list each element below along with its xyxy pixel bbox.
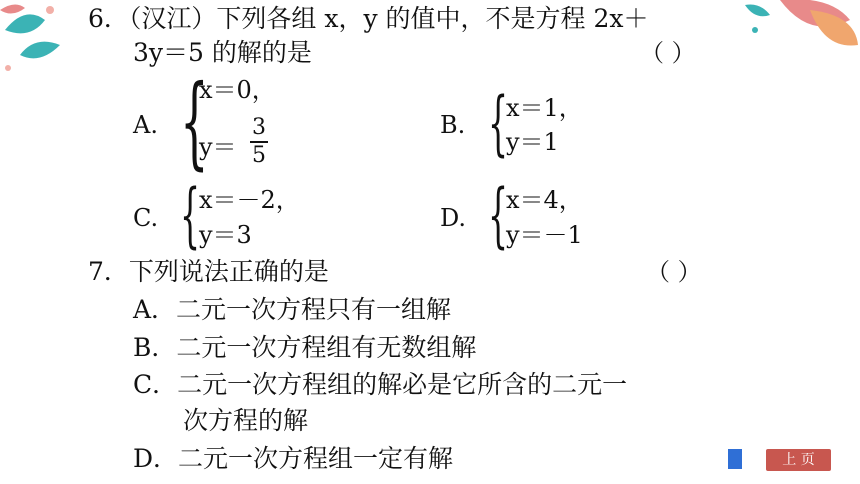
prev-page-button[interactable]: 上 页 (766, 449, 831, 471)
q6-option-b-eq1: x＝1， (506, 94, 583, 122)
q7-option-c-line2: 次方程的解 (183, 406, 309, 435)
q6-option-c-letter: C. (133, 204, 159, 232)
fraction-numerator: 3 (252, 115, 266, 140)
q7-option-c-line1: C．二元一次方程组的解必是它所含的二元一 (133, 370, 628, 399)
q6-option-a-letter: A. (133, 111, 158, 139)
q6-option-d-eq1: x＝4， (506, 186, 583, 214)
q6-answer-paren: （ ） (640, 39, 696, 67)
q7-answer-paren: （ ） (646, 258, 702, 286)
q6-option-c-eq2: y＝3 (199, 221, 252, 249)
q6-line1: 6．（汉江）下列各组 x，y 的值中，不是方程 2x＋ (88, 4, 649, 33)
q6-option-a-brace: { (180, 63, 209, 180)
q6-option-a-fraction (250, 116, 268, 168)
q6-option-a-eq1: x＝0， (199, 76, 276, 104)
q6-option-a-eq2-prefix: y＝ (199, 133, 237, 161)
q6-option-b-brace: { (488, 82, 509, 164)
q7-option-b: B．二元一次方程组有无数组解 (133, 333, 477, 362)
slide-indicator (728, 449, 742, 469)
q6-option-c-eq1: x＝－2， (199, 186, 300, 214)
q6-option-d-letter: D. (440, 204, 467, 232)
fraction-denominator: 5 (252, 143, 266, 168)
q6-line2: 3y＝5 的解的是 (133, 38, 312, 67)
q7-option-a: A．二元一次方程只有一组解 (133, 295, 452, 324)
q6-option-d-eq2: y＝－1 (506, 221, 583, 249)
q7-option-d: D．二元一次方程组一定有解 (133, 444, 454, 473)
q6-option-c-brace: { (180, 174, 201, 256)
q7-line1: 7．下列说法正确的是 (88, 257, 329, 286)
corner-leaf-decoration-right (740, 0, 860, 70)
corner-leaf-decoration-left (0, 0, 90, 80)
q6-option-b-letter: B. (440, 111, 466, 139)
q6-option-d-brace: { (488, 174, 509, 256)
q6-option-b-eq2: y＝1 (506, 128, 559, 156)
